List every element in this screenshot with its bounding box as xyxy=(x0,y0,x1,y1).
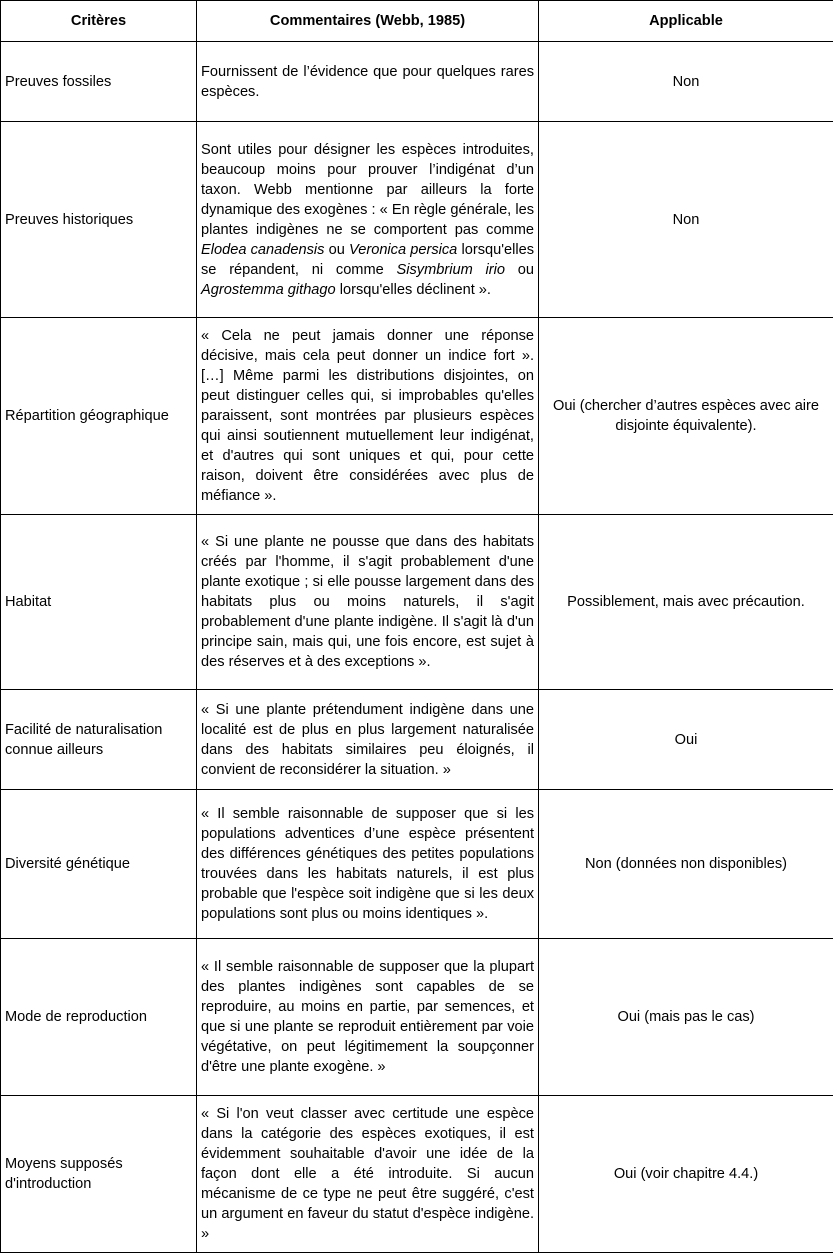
header-applicable: Applicable xyxy=(539,1,833,42)
comment-text: « Si l'on veut classer avec certitude une espèce dans la catégorie des espèces exotiques, il est évidemment souhaitable d'avoir une idée de la façon dont elle a été introduite. Si aucun mécanisme de ce type ne peut être suggéré, c'est un argument en faveur du statut d'espèce indigène. » xyxy=(201,1106,534,1242)
comment-text: lorsqu'elles déclinent ». xyxy=(335,281,491,298)
applicable-cell: Non xyxy=(539,42,833,122)
table-row xyxy=(1,515,833,690)
comment-text: « Cela ne peut jamais donner une réponse décisive, mais cela peut donner un indice fort ». […] Même parmi les distributions disjointes, on peut distinguer celles qui, si improbables qu'elles paraissent, sont montrées par plusieurs espèces qui ainsi soutiennent mutuellement leur indigénat, et d'autres qui sont uniques et qui, pour cette raison, doivent être considérées avec plus de méfiance ». xyxy=(201,328,534,504)
criterion-cell: Preuves fossiles xyxy=(1,42,197,122)
comment-text: ou xyxy=(324,241,350,258)
comment-cell xyxy=(197,1096,539,1253)
table-row xyxy=(1,790,833,939)
species-name: Elodea canadensis xyxy=(201,241,325,258)
comment-text: lorsqu'elles se répandent, ni comme xyxy=(201,241,535,278)
header-comments: Commentaires (Webb, 1985) xyxy=(197,1,539,42)
criterion-cell: Répartition géographique xyxy=(1,318,197,515)
applicable-cell: Oui xyxy=(539,690,833,790)
comment-cell xyxy=(197,790,539,939)
table-row xyxy=(1,690,833,790)
criterion-cell: Moyens supposés d'introduction xyxy=(1,1096,197,1253)
comment-text: « Si une plante ne pousse que dans des habitats créés par l'homme, il s'agit probablement d'une plante exotique ; si elle pousse largement dans des habitats plus ou moins naturels, il s'agit probablement d'une plante indigène. Il s'agit là d'un principe sain, mais qui, une fois encore, est sujet à des réserves et à des exceptions ». xyxy=(201,534,534,670)
applicable-cell: Possiblement, mais avec précaution. xyxy=(539,515,833,690)
criterion-cell: Facilité de naturalisation connue ailleurs xyxy=(1,690,197,790)
comment-text: « Il semble raisonnable de supposer que la plupart des plantes indigènes sont capables de se reproduire, au moins en partie, par semences, et que si une plante se reproduit entièrement par voie végétative, on peut légitimement la soupçonner d'être une plante exogène. » xyxy=(201,959,534,1075)
comment-cell xyxy=(197,318,539,515)
comment-cell xyxy=(197,122,539,318)
header-criteria: Critères xyxy=(1,1,197,42)
criterion-cell: Diversité génétique xyxy=(1,790,197,939)
applicable-cell: Non (données non disponibles) xyxy=(539,790,833,939)
criterion-cell: Mode de reproduction xyxy=(1,939,197,1096)
comment-cell xyxy=(197,690,539,790)
comment-text: « Si une plante prétendument indigène dans une localité est de plus en plus largement naturalisée dans des habitats similaires peu éloignés, il convient de reconsidérer la situation. » xyxy=(201,701,534,778)
criterion-cell: Preuves historiques xyxy=(1,122,197,318)
criterion-cell: Habitat xyxy=(1,515,197,690)
applicable-cell: Oui (voir chapitre 4.4.) xyxy=(539,1096,833,1253)
species-name: Agrostemma githago xyxy=(201,281,336,298)
applicable-cell: Oui (chercher d’autres espèces avec aire disjointe équivalente). xyxy=(539,318,833,515)
applicable-cell: Oui (mais pas le cas) xyxy=(539,939,833,1096)
table-row xyxy=(1,318,833,515)
table-row xyxy=(1,939,833,1096)
comment-text: « Il semble raisonnable de supposer que si les populations adventices d’une espèce présentent des différences génétiques des petites populations trouvées dans les habitats naturels, il est plus probable que l'espèce soit indigène que si les deux populations sont plus ou moins identiques ». xyxy=(201,806,534,922)
table-header-row xyxy=(1,1,833,42)
species-name: Sisymbrium irio xyxy=(396,261,505,278)
table-row xyxy=(1,42,833,122)
comment-cell xyxy=(197,42,539,122)
comment-text: Sont utiles pour désigner les espèces introduites, beaucoup moins pour prouver l’indigénat d’un taxon. Webb mentionne par ailleurs la forte dynamique des exogènes : « En règle générale, les plantes indigènes ne se comportent pas comme xyxy=(201,141,534,238)
comment-text: Fournissent de l’évidence que pour quelques rares espèces. xyxy=(201,63,534,100)
comment-text: ou xyxy=(504,261,534,278)
species-name: Veronica persica xyxy=(349,241,458,258)
comment-cell xyxy=(197,515,539,690)
table-row xyxy=(1,122,833,318)
comment-cell xyxy=(197,939,539,1096)
applicable-cell: Non xyxy=(539,122,833,318)
table-row xyxy=(1,1096,833,1253)
